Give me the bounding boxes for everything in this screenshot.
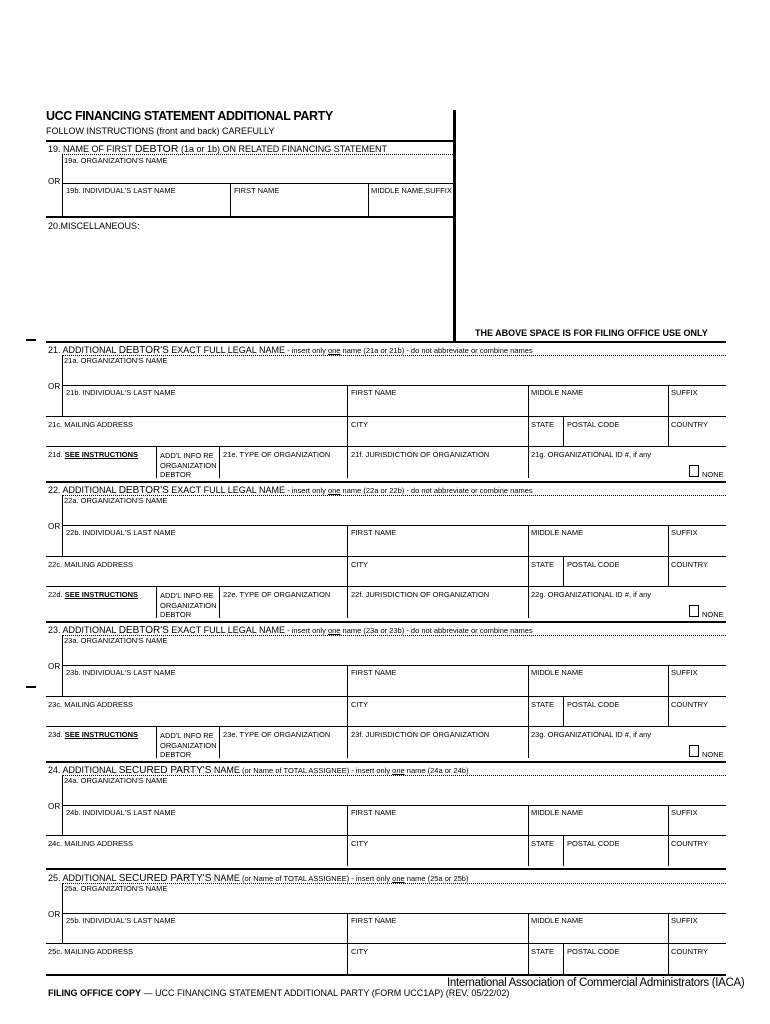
field-25c-city[interactable]: CITY	[351, 947, 369, 956]
field-25c-state[interactable]: STATE	[531, 947, 555, 956]
field-22e-type-of-org[interactable]: 22e. TYPE OF ORGANIZATION	[223, 590, 331, 599]
field-21b-suffix[interactable]: SUFFIX	[671, 388, 698, 397]
field-19b-first-name[interactable]: FIRST NAME	[234, 186, 280, 195]
or-label-23: OR	[48, 662, 61, 671]
rule-22-col-addl	[156, 586, 157, 618]
rule-21-col-type	[219, 446, 220, 478]
or-label-24: OR	[48, 802, 61, 811]
rule-23-col1	[347, 665, 348, 758]
field-25b-middle-name[interactable]: MIDDLE NAME	[531, 916, 584, 925]
field-24c-country[interactable]: COUNTRY	[671, 839, 708, 848]
rule-23d	[46, 726, 726, 727]
field-24c-city[interactable]: CITY	[351, 839, 369, 848]
item25-title: 25. ADDITIONAL SECURED PARTY'S NAME (or Name of TOTAL ASSIGNEE) - insert only one name (25a or 25b)	[48, 873, 469, 884]
field-23c-country[interactable]: COUNTRY	[671, 700, 708, 709]
field-23b-suffix[interactable]: SUFFIX	[671, 668, 698, 677]
none-checkbox-23[interactable]	[689, 745, 699, 757]
field-25b-suffix[interactable]: SUFFIX	[671, 916, 698, 925]
item22d-label: 22d. SEE INSTRUCTIONS	[48, 590, 139, 599]
or-label-25: OR	[48, 910, 61, 919]
item19-label: 19. NAME OF FIRST DEBTOR (1a or 1b) ON RELATED FINANCING STATEMENT	[48, 143, 387, 155]
see-instructions-link-21[interactable]: SEE INSTRUCTIONS	[64, 450, 139, 459]
field-19b-middle-name[interactable]: MIDDLE NAME,SUFFIX	[371, 186, 452, 195]
field-21g-org-id[interactable]: 21g. ORGANIZATIONAL ID #, if any	[531, 450, 652, 459]
rule-22d	[46, 586, 726, 587]
rule-21b	[62, 385, 726, 386]
rule-21c	[46, 416, 726, 417]
none-checkbox-21[interactable]	[689, 465, 699, 477]
rule-25-bottom	[46, 974, 726, 976]
field-24b-middle-name[interactable]: MIDDLE NAME	[531, 808, 584, 817]
item23-title: 23. ADDITIONAL DEBTOR'S EXACT FULL LEGAL NAME - insert only one name (23a or 23b) - do not abbreviate or combine names	[48, 625, 533, 636]
rule-23-top	[46, 621, 726, 623]
field-22b-last-name[interactable]: 22b. INDIVIDUAL'S LAST NAME	[66, 528, 176, 537]
field-21c-city[interactable]: CITY	[351, 420, 369, 429]
see-instructions-link-22[interactable]: SEE INSTRUCTIONS	[64, 590, 139, 599]
item21-title: 21. ADDITIONAL DEBTOR'S EXACT FULL LEGAL NAME - insert only one name (21a or 21b) - do not abbreviate or combine names	[48, 345, 533, 356]
none-label-22: NONE	[702, 610, 724, 619]
rule-25-col2	[528, 913, 529, 975]
rule-25b	[62, 913, 726, 914]
field-22b-suffix[interactable]: SUFFIX	[671, 528, 698, 537]
none-label-21: NONE	[702, 470, 724, 479]
field-21a-org-name[interactable]: 21a. ORGANIZATION'S NAME	[64, 356, 168, 365]
rule-22c	[46, 556, 726, 557]
field-24b-last-name[interactable]: 24b. INDIVIDUAL'S LAST NAME	[66, 808, 176, 817]
field-21c-postal-code[interactable]: POSTAL CODE	[567, 420, 620, 429]
rule-24-top	[46, 761, 726, 763]
field-23c-city[interactable]: CITY	[351, 700, 369, 709]
field-24b-suffix[interactable]: SUFFIX	[671, 808, 698, 817]
field-22g-org-id[interactable]: 22g. ORGANIZATIONAL ID #, if any	[531, 590, 652, 599]
rule-21-top	[46, 341, 726, 343]
item23d-label: 23d. SEE INSTRUCTIONS	[48, 730, 139, 739]
rule-21-col1	[347, 385, 348, 478]
rule-25-col1	[347, 913, 348, 975]
field-22b-middle-name[interactable]: MIDDLE NAME	[531, 528, 584, 537]
rule-21-col-state	[563, 416, 564, 446]
field-22f-jurisdiction[interactable]: 22f. JURISDICTION OF ORGANIZATION	[351, 590, 490, 599]
field-23c-postal-code[interactable]: POSTAL CODE	[567, 700, 620, 709]
field-21f-jurisdiction[interactable]: 21f. JURISDICTION OF ORGANIZATION	[351, 450, 490, 459]
rule-24b	[62, 805, 726, 806]
or-label-21: OR	[48, 382, 61, 391]
instructions-note: FOLLOW INSTRUCTIONS (front and back) CAREFULLY	[46, 126, 275, 136]
field-22c-country[interactable]: COUNTRY	[671, 560, 708, 569]
addl-info-label-22: ADD'L INFO RE ORGANIZATION DEBTOR	[160, 591, 217, 619]
addl-info-label-21: ADD'L INFO RE ORGANIZATION DEBTOR	[160, 451, 217, 479]
see-instructions-link-23[interactable]: SEE INSTRUCTIONS	[64, 730, 139, 739]
rule-24-col-state	[563, 835, 564, 866]
rule-19-col2	[368, 183, 369, 217]
rule-25-top	[46, 868, 726, 870]
rule-19-left	[62, 154, 63, 217]
rule-19-col1	[230, 183, 231, 217]
rule-19-top	[46, 140, 455, 142]
field-23b-middle-name[interactable]: MIDDLE NAME	[531, 668, 584, 677]
field-22c-city[interactable]: CITY	[351, 560, 369, 569]
field-21c-mailing-address[interactable]: 21c. MAILING ADDRESS	[48, 420, 134, 429]
rule-22-col1	[347, 525, 348, 618]
item21d-label: 21d. SEE INSTRUCTIONS	[48, 450, 139, 459]
rule-25-col-state	[563, 943, 564, 975]
field-19b-last-name[interactable]: 19b. INDIVIDUAL'S LAST NAME	[66, 186, 176, 195]
item22-title: 22. ADDITIONAL DEBTOR'S EXACT FULL LEGAL NAME - insert only one name (22a or 22b) - do not abbreviate or combine names	[48, 485, 533, 496]
field-23c-mailing-address[interactable]: 23c. MAILING ADDRESS	[48, 700, 134, 709]
form-title: UCC FINANCING STATEMENT ADDITIONAL PARTY	[46, 109, 333, 123]
field-22a-org-name[interactable]: 22a. ORGANIZATION'S NAME	[64, 496, 168, 505]
or-label-22: OR	[48, 522, 61, 531]
rule-23-col-type	[219, 726, 220, 758]
form-footer: FILING OFFICE COPY — UCC FINANCING STATEMENT ADDITIONAL PARTY (FORM UCC1AP) (REV. 05/22/02)	[48, 988, 510, 998]
rule-23c	[46, 696, 726, 697]
rule-24c	[46, 835, 726, 836]
rule-20-top	[46, 216, 455, 218]
field-21b-last-name[interactable]: 21b. INDIVIDUAL'S LAST NAME	[66, 388, 176, 397]
field-23c-state[interactable]: STATE	[531, 700, 555, 709]
addl-info-label-23: ADD'L INFO RE ORGANIZATION DEBTOR	[160, 731, 217, 759]
none-label-23: NONE	[702, 750, 724, 759]
rule-23b	[62, 665, 726, 666]
field-21b-middle-name[interactable]: MIDDLE NAME	[531, 388, 584, 397]
field-19a-org-name[interactable]: 19a. ORGANIZATION'S NAME	[64, 156, 168, 165]
rule-23-col-state	[563, 696, 564, 726]
rule-21-col-addl	[156, 446, 157, 478]
field-25c-mailing-address[interactable]: 25c. MAILING ADDRESS	[48, 947, 134, 956]
rule-23-col-addl	[156, 726, 157, 758]
field-23b-last-name[interactable]: 23b. INDIVIDUAL'S LAST NAME	[66, 668, 176, 677]
rule-22-col-type	[219, 586, 220, 618]
rule-19a-top	[62, 154, 453, 155]
field-24b-first-name[interactable]: FIRST NAME	[351, 808, 397, 817]
margin-mark-bottom	[26, 686, 36, 688]
rule-25c	[46, 943, 726, 944]
upper-box-right-border	[453, 110, 456, 341]
field-23a-org-name[interactable]: 23a. ORGANIZATION'S NAME	[64, 636, 168, 645]
field-23g-org-id[interactable]: 23g. ORGANIZATIONAL ID #, if any	[531, 730, 652, 739]
rule-25-col3	[668, 913, 669, 975]
rule-22-top	[46, 481, 726, 483]
none-checkbox-22[interactable]	[689, 605, 699, 617]
field-23e-type-of-org[interactable]: 23e. TYPE OF ORGANIZATION	[223, 730, 331, 739]
rule-19b-top	[62, 183, 453, 184]
field-22c-postal-code[interactable]: POSTAL CODE	[567, 560, 620, 569]
rule-22b	[62, 525, 726, 526]
field-24c-state[interactable]: STATE	[531, 839, 555, 848]
field-22b-first-name[interactable]: FIRST NAME	[351, 528, 397, 537]
field-25b-last-name[interactable]: 25b. INDIVIDUAL'S LAST NAME	[66, 916, 176, 925]
field-23f-jurisdiction[interactable]: 23f. JURISDICTION OF ORGANIZATION	[351, 730, 490, 739]
rule-23-col2	[528, 665, 529, 758]
field-20-miscellaneous[interactable]: 20.MISCELLANEOUS:	[48, 221, 140, 231]
rule-22-col2	[528, 525, 529, 618]
rule-21-col2	[528, 385, 529, 478]
or-label-19: OR	[48, 177, 61, 186]
field-21c-country[interactable]: COUNTRY	[671, 420, 708, 429]
field-24c-postal-code[interactable]: POSTAL CODE	[567, 839, 620, 848]
field-24c-mailing-address[interactable]: 24c. MAILING ADDRESS	[48, 839, 134, 848]
margin-mark-top	[26, 339, 36, 341]
field-21e-type-of-org[interactable]: 21e. TYPE OF ORGANIZATION	[223, 450, 331, 459]
item24-title: 24. ADDITIONAL SECURED PARTY'S NAME (or Name of TOTAL ASSIGNEE) - insert only one name (24a or 24b)	[48, 765, 469, 776]
field-24a-org-name[interactable]: 24a. ORGANIZATION'S NAME	[64, 776, 168, 785]
field-25c-country[interactable]: COUNTRY	[671, 947, 708, 956]
iaca-credit: International Association of Commercial Administrators (IACA)	[447, 977, 745, 989]
rule-21d	[46, 446, 726, 447]
field-25b-first-name[interactable]: FIRST NAME	[351, 916, 397, 925]
rule-22-col-state	[563, 556, 564, 586]
field-21c-state[interactable]: STATE	[531, 420, 555, 429]
filing-office-note: THE ABOVE SPACE IS FOR FILING OFFICE USE ONLY	[475, 328, 708, 338]
field-21b-first-name[interactable]: FIRST NAME	[351, 388, 397, 397]
field-22c-state[interactable]: STATE	[531, 560, 555, 569]
field-23b-first-name[interactable]: FIRST NAME	[351, 668, 397, 677]
field-25a-org-name[interactable]: 25a. ORGANIZATION'S NAME	[64, 884, 168, 893]
field-22c-mailing-address[interactable]: 22c. MAILING ADDRESS	[48, 560, 134, 569]
field-25c-postal-code[interactable]: POSTAL CODE	[567, 947, 620, 956]
